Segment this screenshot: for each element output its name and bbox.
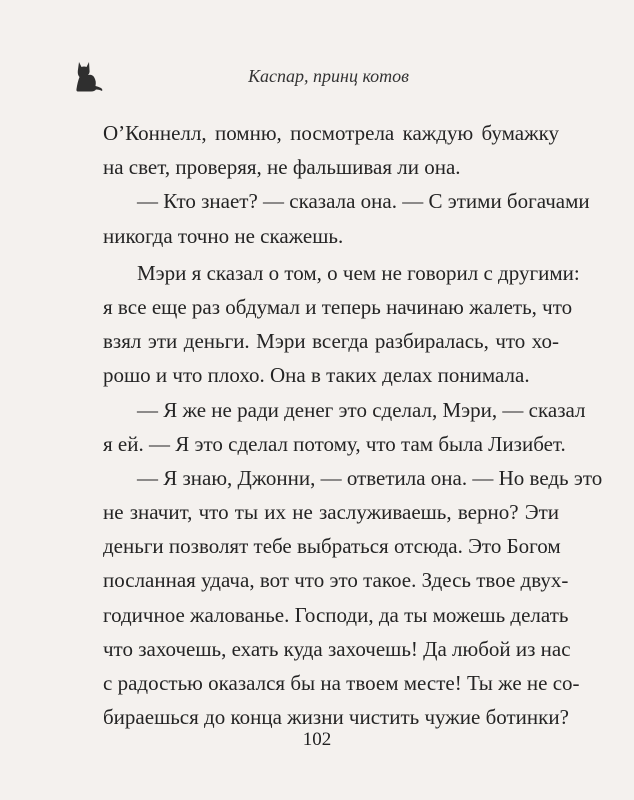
page-number: 102 — [302, 729, 332, 750]
text-line: — Я знаю, Джонни, — ответила она. — Но ведь это — [137, 465, 603, 490]
text-line: что захочешь, ехать куда захочешь! Да любой из нас — [103, 636, 571, 661]
text-line: бираешься до конца жизни чистить чужие ботинки? — [103, 705, 569, 730]
text-line: — Я же не ради денег это сделал, Мэри, — сказал — [137, 397, 586, 422]
text-line: Мэри я сказал о том, о чем не говорил с другими: — [137, 260, 580, 285]
text-line: взял эти деньги. Мэри всегда разбиралась, что хо- — [103, 329, 559, 354]
cat-silhouette-icon — [75, 60, 105, 92]
text-line: никогда точно не скажешь. — [103, 223, 344, 248]
text-line: я ей. — Я это сделал потому, что там была Лизибет. — [103, 431, 566, 456]
body-text — [103, 116, 603, 734]
text-line: с радостью оказался бы на твоем месте! Ты же не со- — [103, 671, 580, 695]
text-line: на свет, проверяя, не фальшивая ли она. — [103, 155, 461, 180]
running-title: Каспар, принц котов — [248, 66, 409, 86]
text-line: посланная удача, вот что это такое. Здесь твое двух- — [103, 568, 569, 593]
text-line: не значит, что ты их не заслуживаешь, верно? Эти — [103, 500, 559, 525]
text-line: — Кто знает? — сказала она. — С этими богачами — [137, 189, 590, 214]
text-line: О’Коннелл, помню, посмотрела каждую бумажку — [103, 121, 559, 145]
text-line: рошо и что плохо. Она в таких делах понимала. — [103, 363, 530, 388]
text-line: деньги позволят тебе выбраться отсюда. Это Богом — [103, 534, 561, 559]
page-header — [0, 60, 634, 90]
text-line: я все еще раз обдумал и теперь начинаю жалеть, что — [103, 294, 573, 319]
text-line: годичное жалованье. Господи, да ты можешь делать — [103, 602, 569, 627]
